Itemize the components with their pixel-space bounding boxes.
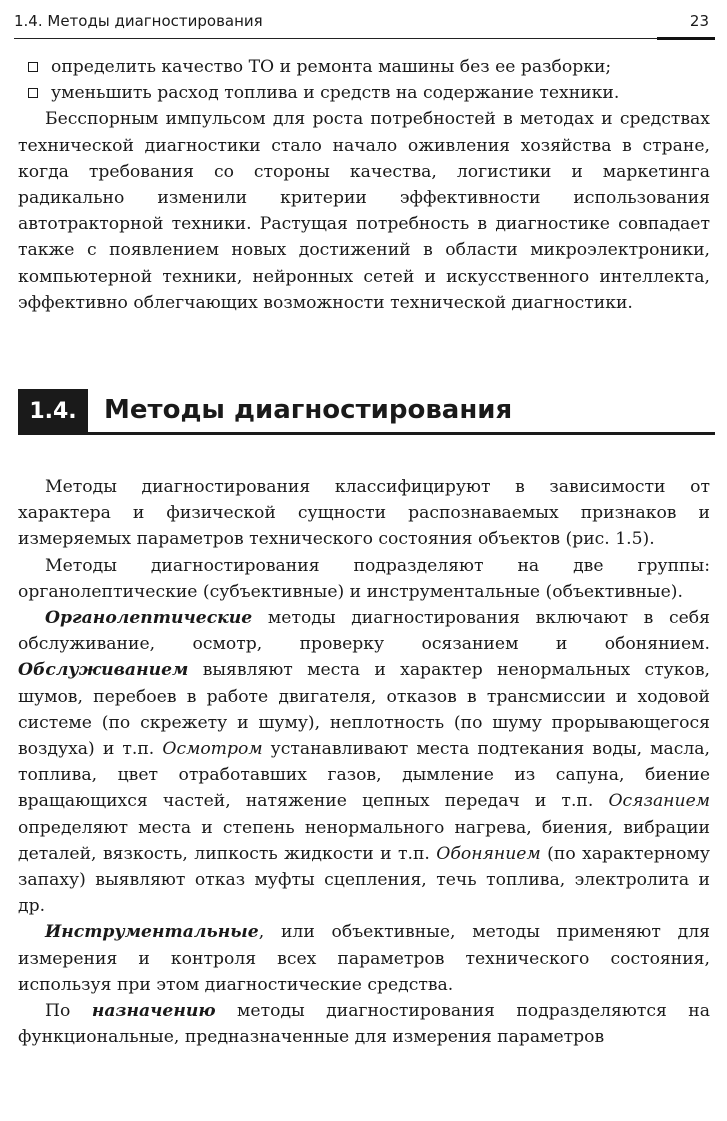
paragraph-groups: Методы диагностирования подразделяют на две группы: органолептические (субъективные) и инструментальные (объективные). xyxy=(18,555,710,602)
term-purpose: назначению xyxy=(91,1001,216,1022)
section-heading xyxy=(18,389,715,435)
term-smell: Обонянием xyxy=(436,843,541,864)
paragraph-instrumental: Инструментальные, или объективные, методы применяют для измерения и контроля всех параметров технического состояния, используя при этом диагностические средства. xyxy=(18,922,710,995)
bullet-item xyxy=(18,54,710,80)
section-title: Методы диагностирования xyxy=(104,395,513,425)
checkbox-bullet-icon xyxy=(28,88,38,98)
term-touch: Осязанием xyxy=(608,791,710,812)
running-head-title: 1.4. Методы диагностирования xyxy=(14,12,263,30)
bullet-text: уменьшить расход топлива и средств на содержание техники. xyxy=(51,83,620,104)
term-service: Обслуживанием xyxy=(18,660,189,681)
paragraph-purpose: По назначению методы диагностирования подразделяются на функциональные, предназначенные для измерения параметров xyxy=(18,1001,710,1048)
header-rule xyxy=(14,38,715,39)
term-instrumental: Инструментальные xyxy=(45,922,259,943)
checkbox-bullet-icon xyxy=(28,62,38,72)
term-inspection: Осмотром xyxy=(162,739,263,760)
header-rule-accent xyxy=(657,37,715,40)
section-heading-rule xyxy=(88,432,715,435)
bullet-item xyxy=(18,80,710,106)
running-head xyxy=(14,8,715,36)
intro-paragraph: Бесспорным импульсом для роста потребностей в методах и средствах технической диагностики стало начало оживления хозяйства в стране, когда требования со стороны качества, логистики и маркетинга радикально изменили критерии эффективности использования автотракторной техники. Растущая потребность в диагностике совпадает также с появлением новых достижений в области микроэлектроники, компьютерной техники, нейронных сетей и искусственного интеллекта, эффективно облегчающих возможности технической диагностики. xyxy=(18,109,710,313)
paragraph-organoleptic: Органолептические методы диагностирования включают в себя обслуживание, осмотр, проверку осязанием и обонянием. Обслуживанием выявляют места и характер ненормальных стуков, шумов, перебоев в работе двигателя, отказов в трансмиссии и ходовой системе (по скрежету и шуму), неплотность (по шуму прорывающегося воздуха) и т.п. Осмотром устанавливают места подтекания воды, масла, топлива, цвет отработавших газов, дымление из сапуна, биение вращающихся частей, натяжение цепных передач и т.п. Осязанием определяют места и степень ненормального нагрева, биения, вибрации деталей, вязкость, липкость жидкости и т.п. Обонянием (по характерному запаху) выявляют отказ муфты сцепления, течь топлива, электролита и др. xyxy=(18,608,711,917)
body-text-block xyxy=(18,474,710,1050)
term-organoleptic: Органолептические xyxy=(45,608,253,629)
page-number: 23 xyxy=(689,12,709,30)
section-number-badge: 1.4. xyxy=(18,389,88,435)
top-text-block xyxy=(18,54,710,316)
paragraph-classification: Методы диагностирования классифицируют в зависимости от характера и физической сущности распознаваемых признаков и измеряемых параметров технического состояния объектов (рис. 1.5). xyxy=(18,477,710,550)
bullet-text: определить качество ТО и ремонта машины без ее разборки; xyxy=(51,57,612,77)
